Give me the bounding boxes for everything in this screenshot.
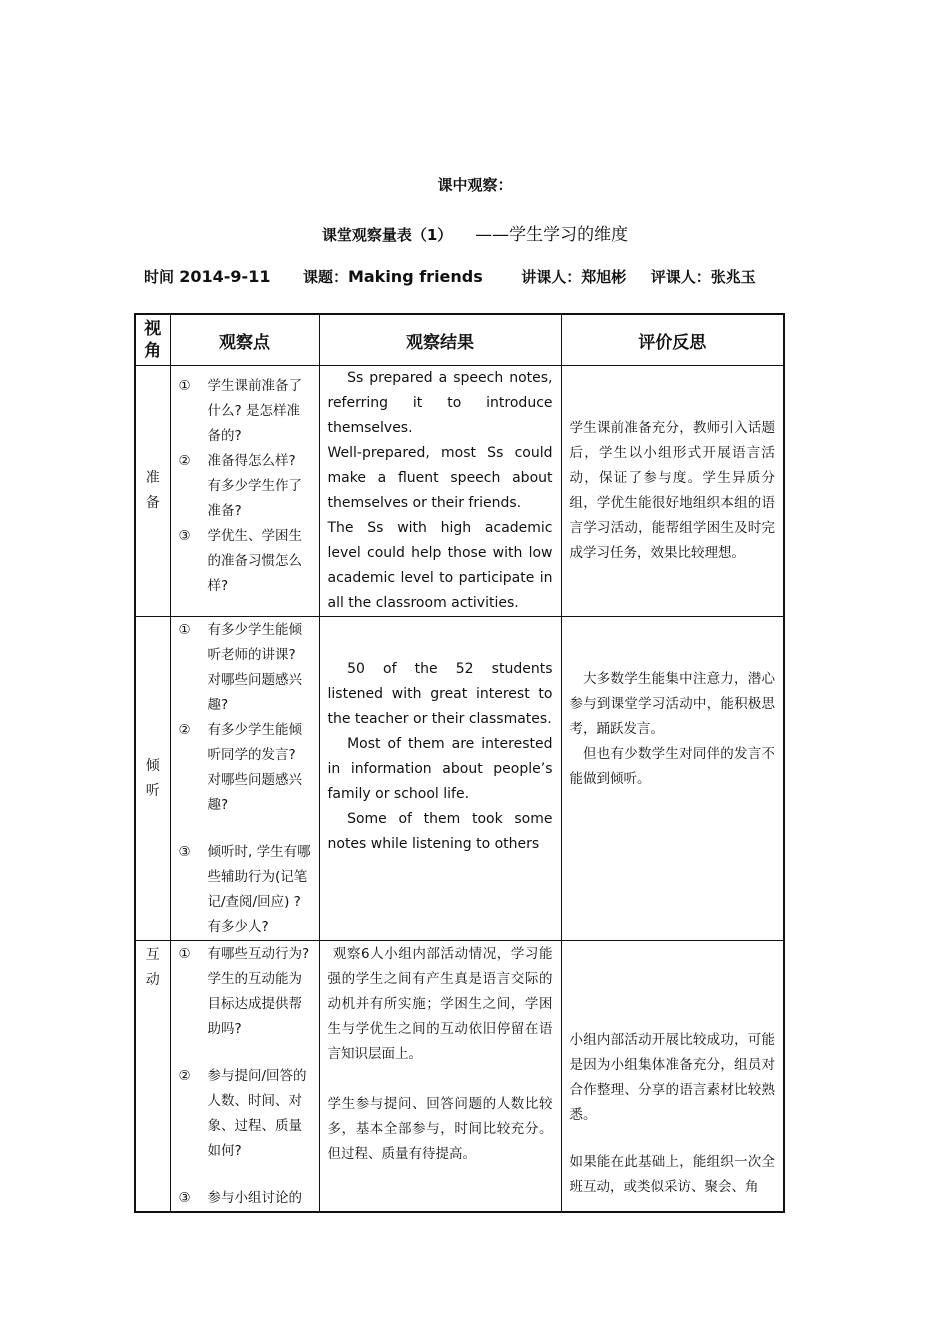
reflection-paragraph: 小组内部活动开展比较成功，可能是因为小组集体准备充分，组员对合作整理、分享的语言素材比较熟悉。 bbox=[569, 1032, 775, 1123]
result-paragraph: Most of them are interested in information about people’s family or school life. bbox=[327, 736, 553, 802]
result-cell bbox=[319, 366, 561, 617]
point-text: 有多少学生能倾听老师的讲课? 对哪些问题感兴趣? bbox=[207, 622, 302, 713]
reflection-paragraph: 大多数学生能集中注意力，潜心参与到课堂学习活动中，能积极思考，踊跃发言。 bbox=[569, 671, 775, 737]
result-cell bbox=[319, 941, 561, 1213]
points-cell bbox=[170, 941, 319, 1213]
point-number: ③ bbox=[178, 528, 191, 544]
topic-label: 课题： bbox=[302, 268, 348, 286]
points-cell bbox=[170, 366, 319, 617]
point-item bbox=[179, 840, 313, 940]
point-text: 参与提问/回答的人数、时间、对象、过程、质量如何? bbox=[207, 1068, 307, 1159]
points-cell bbox=[170, 617, 319, 941]
dimension-label: 倾听 bbox=[145, 757, 160, 799]
point-number: ② bbox=[178, 1068, 191, 1084]
reviewer-label: 评课人： bbox=[650, 268, 711, 286]
result-paragraph: Some of them took some notes while listening to others bbox=[327, 811, 553, 852]
point-item bbox=[179, 449, 313, 524]
reflection-paragraph: 但也有少数学生对同伴的发言不能做到倾听。 bbox=[569, 746, 775, 787]
reflection-cell bbox=[561, 366, 784, 617]
point-number: ① bbox=[178, 622, 191, 638]
point-text: 准备得怎么样? 有多少学生作了准备? bbox=[207, 453, 302, 519]
result-paragraph: 50 of the 52 students listened with great interest to the teacher or their classmates. bbox=[327, 661, 553, 727]
point-item bbox=[179, 1186, 313, 1211]
dimension-cell bbox=[135, 617, 170, 941]
result-cell bbox=[319, 617, 561, 941]
point-number: ③ bbox=[178, 844, 191, 860]
header-observation-point: 观察点 bbox=[170, 314, 319, 366]
point-text: 倾听时, 学生有哪些辅助行为(记笔记/查阅/回应) ? 有多少人? bbox=[207, 844, 311, 935]
result-paragraph: The Ss with high academic level could help those with low academic level to participate in all the classroom activities. bbox=[327, 520, 553, 611]
observation-table bbox=[134, 313, 785, 1213]
lesson-topic: Making friends bbox=[347, 267, 483, 286]
result-paragraph: Well-prepared, most Ss could make a fluent speech about themselves or their friends. bbox=[327, 445, 553, 511]
form-title-sub: ——学生学习的维度 bbox=[475, 225, 629, 245]
header-reflection: 评价反思 bbox=[561, 314, 784, 366]
result-paragraph: 学生参与提问、回答问题的人数比较多，基本全部参与，时间比较充分。但过程、质量有待提高。 bbox=[327, 1096, 553, 1162]
point-number: ① bbox=[178, 378, 191, 394]
lesson-date: 2014-9-11 bbox=[179, 267, 271, 286]
dimension-label: 互动 bbox=[145, 947, 160, 988]
result-paragraph: Ss prepared a speech notes, referring it to introduce themselves. bbox=[327, 370, 553, 436]
point-text: 学优生、学困生的准备习惯怎么样? bbox=[207, 528, 302, 594]
reflection-paragraph: 如果能在此基础上，能组织一次全班互动，或类似采访、聚会、角 bbox=[569, 1154, 775, 1195]
reflection-cell bbox=[561, 617, 784, 941]
dimension-label: 准备 bbox=[145, 470, 160, 511]
lesson-meta bbox=[144, 266, 804, 287]
table-row bbox=[135, 617, 784, 941]
point-item bbox=[179, 942, 313, 1042]
form-title-main: 课堂观察量表（1） bbox=[321, 226, 453, 244]
point-item bbox=[179, 374, 313, 449]
reviewer-name: 张兆玉 bbox=[710, 268, 756, 286]
point-item bbox=[179, 618, 313, 718]
point-item bbox=[179, 524, 313, 599]
point-number: ③ bbox=[178, 1190, 191, 1206]
table-header-row bbox=[135, 314, 784, 366]
result-paragraph: 观察6人小组内部活动情况，学习能强的学生之间有产生真是语言交际的动机并有所实施；学困生之间，学困生与学优生之间的互动依旧停留在语言知识层面上。 bbox=[327, 946, 553, 1062]
point-text: 有多少学生能倾听同学的发言? 对哪些问题感兴趣? bbox=[207, 722, 302, 813]
point-number: ② bbox=[178, 453, 191, 469]
table-row bbox=[135, 941, 784, 1213]
header-dimension: 视角 bbox=[135, 314, 170, 366]
table-row bbox=[135, 366, 784, 617]
reflection-paragraph: 学生课前准备充分，教师引入话题后，学生以小组形式开展语言活动，保证了参与度。学生异质分组，学优生能很好地组织本组的语言学习活动，能帮组学困生及时完成学习任务，效果比较理想。 bbox=[569, 420, 775, 561]
point-item bbox=[179, 718, 313, 818]
section-heading: 课中观察： bbox=[437, 176, 513, 194]
reflection-cell bbox=[561, 941, 784, 1213]
point-text: 参与小组讨论的 bbox=[207, 1190, 302, 1206]
point-text: 有哪些互动行为? 学生的互动能为目标达成提供帮助吗? bbox=[207, 946, 310, 1037]
header-observation-result: 观察结果 bbox=[319, 314, 561, 366]
point-number: ① bbox=[178, 946, 191, 962]
point-item bbox=[179, 1064, 313, 1164]
dimension-cell bbox=[135, 366, 170, 617]
point-text: 学生课前准备了什么? 是怎样准备的? bbox=[207, 378, 302, 444]
form-title bbox=[0, 220, 950, 245]
dimension-cell bbox=[135, 941, 170, 1213]
teacher-name: 郑旭彬 bbox=[581, 268, 627, 286]
point-number: ② bbox=[178, 722, 191, 738]
teacher-label: 讲课人： bbox=[521, 268, 582, 286]
time-label: 时间 bbox=[144, 268, 175, 286]
